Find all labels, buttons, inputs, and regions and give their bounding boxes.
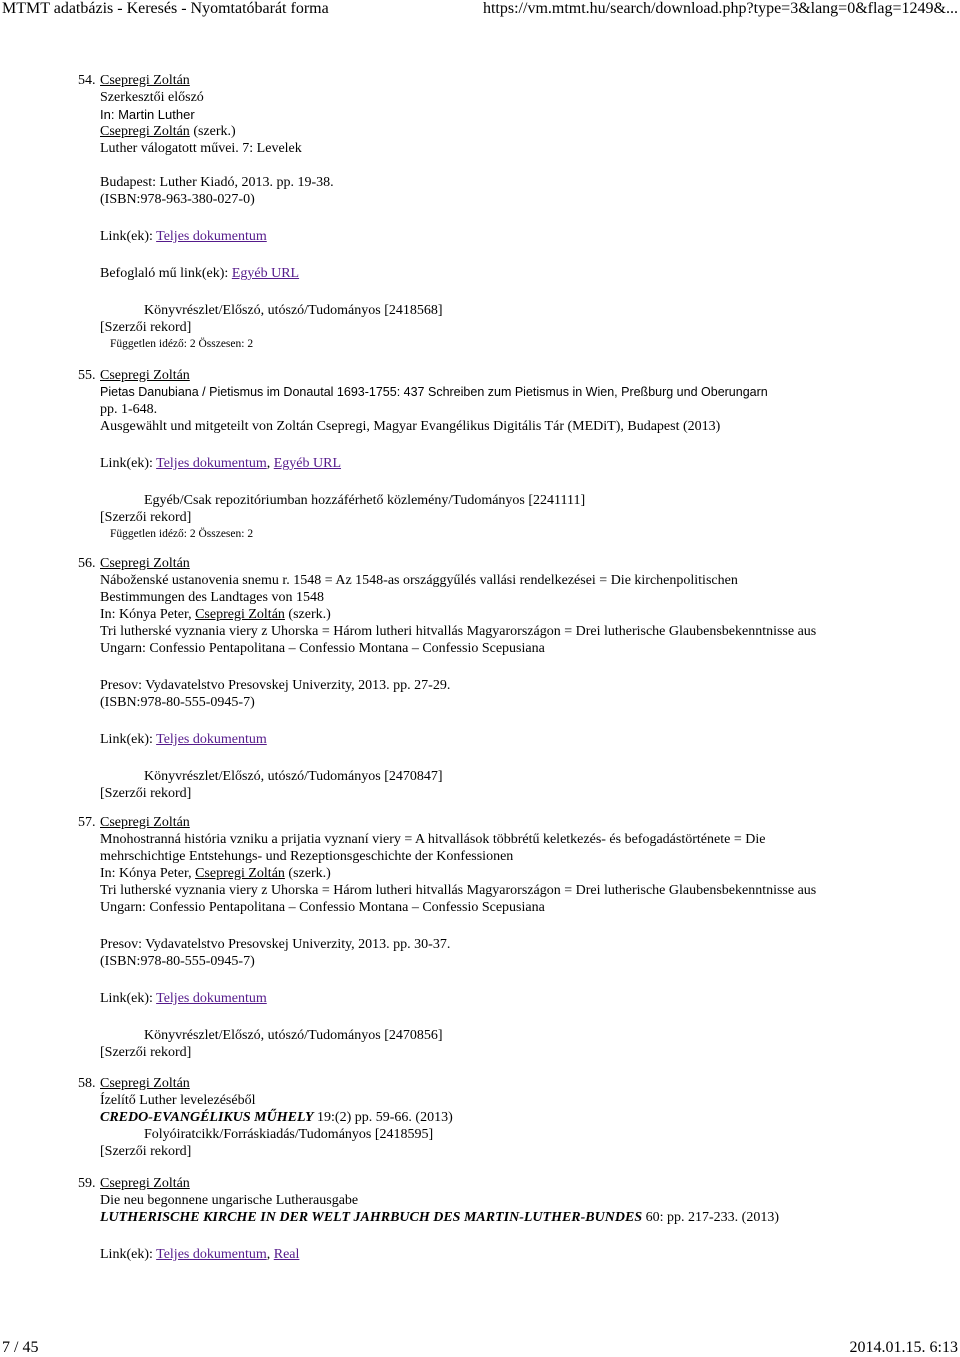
print-header (0, 0, 960, 18)
entry-number: 59. (78, 1176, 96, 1191)
entry-title: Ízelítő Luther levelezéséből (100, 1093, 256, 1108)
publisher: Presov: Vydavatelstvo Presovskej Univerzity, 2013. pp. 30-37. (100, 937, 451, 952)
links-label: Link(ek): (100, 732, 157, 747)
editor-suffix: (szerk.) (189, 124, 236, 139)
publication-type: Könyvrészlet/Előszó, utószó/Tudományos [2418568] (144, 303, 443, 318)
entry-title: Die neu begonnene ungarische Lutherausgabe (100, 1193, 359, 1208)
journal-title: CREDO-EVANGÉLIKUS MŰHELY (100, 1110, 314, 1125)
entry-number: 58. (78, 1076, 96, 1091)
other-url-link[interactable]: Egyéb URL (231, 266, 300, 281)
full-document-link[interactable]: Teljes dokumentum (156, 456, 267, 471)
author-link[interactable]: Csepregi Zoltán (100, 815, 190, 830)
real-link[interactable]: Real (273, 1247, 300, 1262)
full-document-link[interactable]: Teljes dokumentum (156, 991, 267, 1006)
publisher: Budapest: Luther Kiadó, 2013. pp. 19-38. (100, 175, 334, 190)
page-range: pp. 1-648. (100, 402, 158, 417)
editor-suffix: (szerk.) (284, 607, 331, 622)
publication-type: Egyéb/Csak repozitóriumban hozzáférhető közlemény/Tudományos [2241111] (144, 493, 586, 508)
entry-title: Pietas Danubiana / Pietismus im Donautal 1693-1755: 437 Schreiben zum Pietismus in Wien, Preßburg und Oberungarn (100, 385, 768, 399)
full-document-link[interactable]: Teljes dokumentum (156, 1247, 267, 1262)
publication-type: Könyvrészlet/Előszó, utószó/Tudományos [2470847] (144, 769, 443, 784)
publication-type: Folyóiratcikk/Forráskiadás/Tudományos [2418595] (144, 1127, 434, 1142)
author-link[interactable]: Csepregi Zoltán (100, 73, 190, 88)
in-prefix: In: Kónya Peter, (100, 607, 196, 622)
editor-link[interactable]: Csepregi Zoltán (100, 124, 190, 139)
print-footer (0, 1339, 960, 1357)
container-links-label: Befoglaló mű link(ek): (100, 266, 232, 281)
author-link[interactable]: Csepregi Zoltán (100, 1176, 190, 1191)
isbn: (ISBN:978-80-555-0945-7) (100, 695, 255, 710)
page-url: https://vm.mtmt.hu/search/download.php?type=3&lang=0&flag=1249&... (482, 0, 958, 17)
entry-number: 55. (78, 368, 96, 383)
author-link[interactable]: Csepregi Zoltán (100, 1076, 190, 1091)
links-label: Link(ek): (100, 1247, 157, 1262)
journal-details: 60: pp. 217-233. (2013) (642, 1210, 779, 1225)
full-document-link[interactable]: Teljes dokumentum (156, 229, 267, 244)
author-record: [Szerzői rekord] (100, 1045, 192, 1060)
publisher: Presov: Vydavatelstvo Presovskej Univerzity, 2013. pp. 27-29. (100, 678, 451, 693)
link-separator: , (266, 456, 274, 471)
journal-title: LUTHERISCHE KIRCHE IN DER WELT JAHRBUCH DES MARTIN-LUTHER-BUNDES (100, 1210, 643, 1225)
publication-type: Könyvrészlet/Előszó, utószó/Tudományos [2470856] (144, 1028, 443, 1043)
links-label: Link(ek): (100, 991, 157, 1006)
isbn: (ISBN:978-963-380-027-0) (100, 192, 255, 207)
editor-link[interactable]: Csepregi Zoltán (195, 866, 285, 881)
author-link[interactable]: Csepregi Zoltán (100, 556, 190, 571)
entry-note: Ausgewählt und mitgeteilt von Zoltán Csepregi, Magyar Evangélikus Digitális Tár (MEDiT), Budapest (2013) (100, 419, 721, 434)
book-title: Luther válogatott művei. 7: Levelek (100, 141, 302, 156)
author-link[interactable]: Csepregi Zoltán (100, 368, 190, 383)
links-label: Link(ek): (100, 229, 157, 244)
author-record: [Szerzői rekord] (100, 320, 192, 335)
book-title: Tri lutherské vyznania viery z Uhorska = Három lutheri hitvallás Magyarországon = Drei lutherische Glaubensbekenntnisse aus Ungarn: Confessio Pentapolitana – Confessio Montana – Confessio Scepusiana (100, 624, 817, 656)
isbn: (ISBN:978-80-555-0945-7) (100, 954, 255, 969)
entry-title: Szerkesztői előszó (100, 90, 204, 105)
entry-number: 57. (78, 815, 96, 830)
other-url-link[interactable]: Egyéb URL (273, 456, 342, 471)
full-document-link[interactable]: Teljes dokumentum (156, 732, 267, 747)
editor-link[interactable]: Csepregi Zoltán (195, 607, 285, 622)
page-title: MTMT adatbázis - Keresés - Nyomtatóbarát forma (2, 0, 329, 17)
page-counter: 7 / 45 (2, 1339, 39, 1356)
link-separator: , (266, 1247, 274, 1262)
citation-count: Független idéző: 2 Összesen: 2 (110, 528, 254, 540)
book-title: Tri lutherské vyznania viery z Uhorska = Három lutheri hitvallás Magyarországon = Drei lutherische Glaubensbekenntnisse aus Ungarn: Confessio Pentapolitana – Confessio Montana – Confessio Scepusiana (100, 883, 817, 915)
print-timestamp: 2014.01.15. 6:13 (849, 1339, 958, 1356)
author-record: [Szerzői rekord] (100, 1144, 192, 1159)
entry-number: 56. (78, 556, 96, 571)
in-prefix: In: Kónya Peter, (100, 866, 196, 881)
entry-title: Mnohostranná história vzniku a prijatia vyznaní viery = A hitvallások többrétű keletkezés- és befogadástörténete = Die mehrschichtige Entstehungs- und Rezeptionsgeschichte der Konfessionen (100, 832, 766, 864)
in-prefix: In: Martin Luther (100, 107, 195, 122)
author-record: [Szerzői rekord] (100, 510, 192, 525)
entry-number: 54. (78, 73, 96, 88)
citation-count: Független idéző: 2 Összesen: 2 (110, 338, 254, 350)
links-label: Link(ek): (100, 456, 157, 471)
editor-suffix: (szerk.) (284, 866, 331, 881)
entry-title: Náboženské ustanovenia snemu r. 1548 = Az 1548-as országgyűlés vallási rendelkezései = Die kirchenpolitischen Bestimmungen des Landtages von 1548 (100, 573, 738, 605)
journal-details: 19:(2) pp. 59-66. (2013) (313, 1110, 453, 1125)
author-record: [Szerzői rekord] (100, 786, 192, 801)
